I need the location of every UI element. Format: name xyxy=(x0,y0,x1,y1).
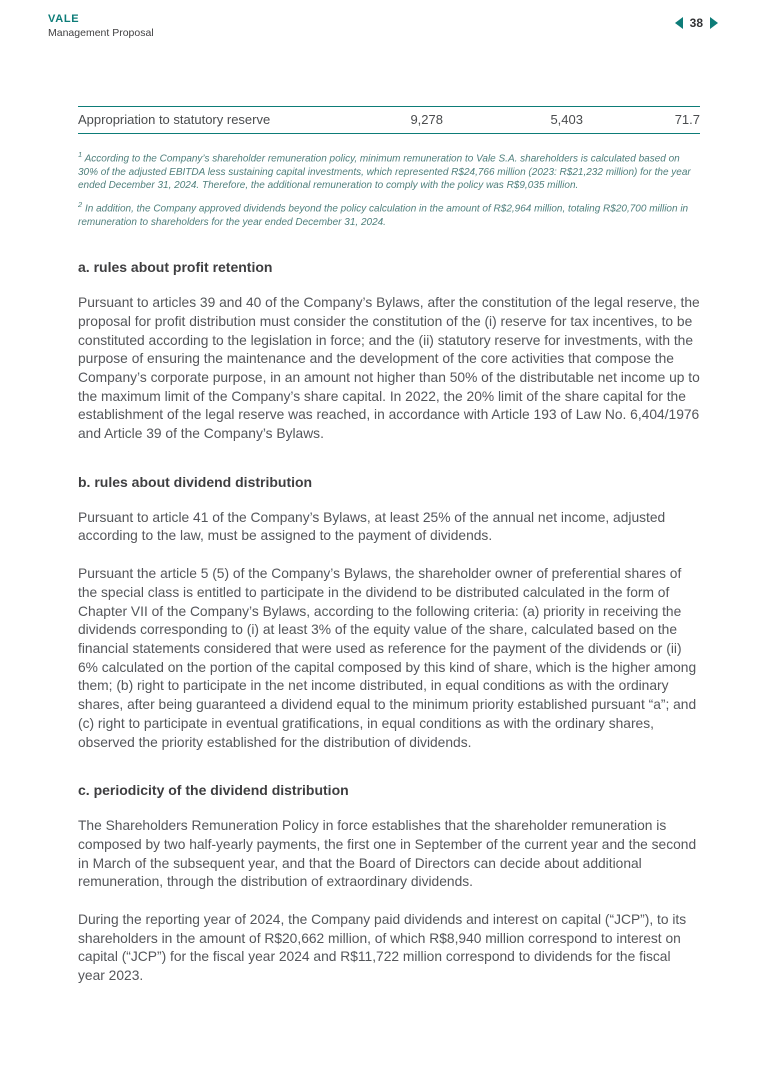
footnote-1-text: According to the Company’s shareholder remuneration policy, minimum remuneration to Vale S.A. shareholders is calculated based on 30% of the adjusted EBITDA less sustaining capital investments, which represented R$24,766 million (2023: R$21,232 million) for the year ended December 31, 2024. Therefore, the additional remuneration to comply with the policy was R$9,035 million. xyxy=(78,153,691,192)
page-number: 38 xyxy=(689,16,703,30)
footnote-2-marker: 2 xyxy=(78,199,83,209)
section-c-paragraph-1: The Shareholders Remuneration Policy in force establishes that the shareholder remuneration is composed by two half-yearly payments, the first one in September of the current year and the second in March of the subsequent year, and that the Board of Directors can decide about additional remuneration, through the distribution of extraordinary dividends. xyxy=(78,818,697,890)
section-b-paragraph-1: Pursuant to article 41 of the Company’s Bylaws, at least 25% of the annual net income, adjusted according to the law, must be assigned to the payment of dividends. xyxy=(78,509,666,544)
footnote-2 xyxy=(78,198,700,229)
section-c-periodicity xyxy=(78,782,700,986)
table-value-prior-year: 5,403 xyxy=(550,112,583,127)
footnote-2-text: In addition, the Company approved dividends beyond the policy calculation in the amount of R$2,964 million, totaling R$20,700 million in remuneration to shareholders for the year ended December 31, 2024. xyxy=(78,203,689,228)
page-header xyxy=(48,13,718,39)
table-value-current-year: 9,278 xyxy=(410,112,443,127)
section-a-paragraph-1: Pursuant to articles 39 and 40 of the Company’s Bylaws, after the constitution of the legal reserve, the proposal for profit distribution must consider the constitution of the (i) reserve for tax incentives, to be constituted according to the legislation in force; and the (ii) statutory reserve for investments, with the purpose of ensuring the maintenance and the development of the core activities that compose the Company’s corporate purpose, in an amount not higher than 50% of the distributable net income up to the maximum limit of the Company’s share capital. In 2022, the 20% limit of the share capital for the establishment of the legal reserve was reached, in accordance with Article 193 of Law No. 6,404/1976 and Article 39 of the Company’s Bylaws. xyxy=(78,295,700,442)
section-a-profit-retention xyxy=(78,259,700,444)
page-navigation xyxy=(675,16,718,30)
next-page-icon[interactable] xyxy=(710,17,718,29)
section-b-heading: b. rules about dividend distribution xyxy=(78,473,313,490)
table-row xyxy=(78,106,700,134)
section-b-paragraph-2: Pursuant the article 5 (5) of the Company’s Bylaws, the shareholder owner of preferential shares of the special class is entitled to participate in the dividend to be distributed calculated in the form of Chapter VII of the Company’s Bylaws, according to the following criteria: (a) priority in receiving the dividends corresponding to (i) at least 3% of the equity value of the share, calculated based on the financial statements considered that were used as reference for the payment of the dividends or (ii) 6% calculated on the portion of the capital composed by this kind of share, which is the higher among them; (b) right to participate in the net income distributed, in equal conditions as with the ordinary shares, after being guaranteed a dividend equal to the minimum priority established pursuant “a”; and (c) right to participate in eventual gratifications, in equal conditions as with the ordinary shares, observed the priority established for the distribution of dividends. xyxy=(78,566,697,750)
section-b-dividend-distribution xyxy=(78,474,700,752)
footnotes xyxy=(78,148,700,229)
table-row-label: Appropriation to statutory reserve xyxy=(78,112,271,127)
footnote-1 xyxy=(78,148,700,193)
brand-block xyxy=(48,13,154,39)
section-c-paragraph-2: During the reporting year of 2024, the Company paid dividends and interest on capital (“JCP”), to its shareholders in the amount of R$20,662 million, of which R$8,940 million correspond to interest on capital (“JCP”) for the fiscal year 2024 and R$11,722 million correspond to dividends for the fiscal year 2023. xyxy=(78,912,687,984)
document-title: Management Proposal xyxy=(48,27,154,39)
footnote-1-marker: 1 xyxy=(78,150,83,159)
page-content xyxy=(78,106,700,1005)
brand-logo: VALE xyxy=(48,13,80,25)
section-a-heading: a. rules about profit retention xyxy=(78,259,273,276)
section-c-heading: c. periodicity of the dividend distribution xyxy=(78,782,349,799)
prev-page-icon[interactable] xyxy=(675,17,683,29)
table-value-percent: 71.7 xyxy=(674,112,700,127)
